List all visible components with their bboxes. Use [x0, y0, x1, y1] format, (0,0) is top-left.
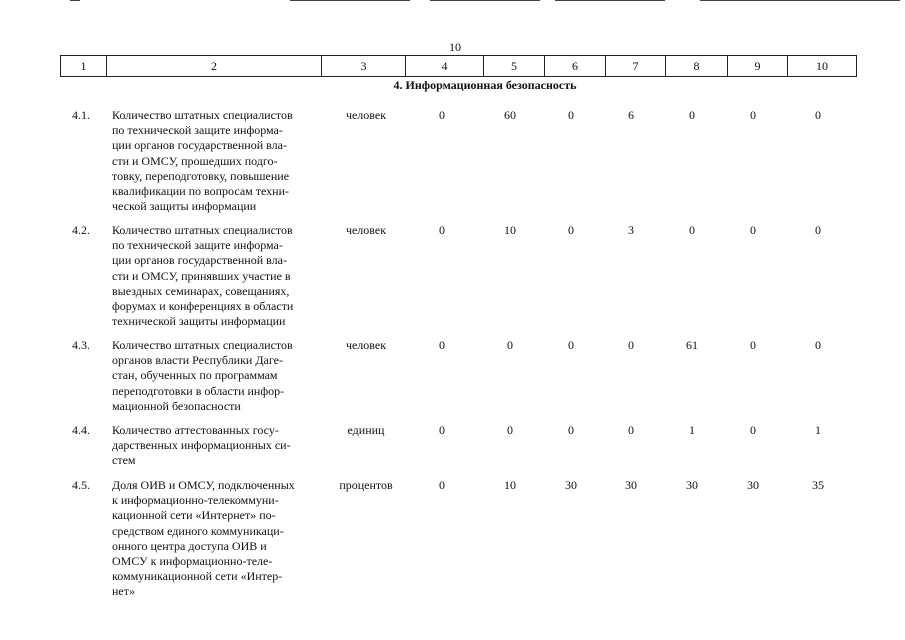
description-line: онного центра доступа ОИВ и: [112, 538, 267, 553]
page-number: 10: [449, 40, 461, 54]
value-cell: 0: [568, 423, 574, 437]
value-cell: 0: [750, 108, 756, 122]
value-cell: 0: [815, 223, 821, 237]
description-line: дарственных информационных си-: [112, 438, 291, 453]
value-cell: 10: [504, 478, 516, 492]
column-header: 9: [727, 56, 787, 76]
value-cell: 0: [568, 108, 574, 122]
description-line: ции органов государственной вла-: [112, 138, 287, 153]
column-header: 5: [483, 56, 544, 76]
description-line: выездных семинарах, совещаниях,: [112, 283, 290, 298]
value-cell: 0: [750, 223, 756, 237]
value-cell: 0: [750, 423, 756, 437]
value-cell: 3: [628, 223, 634, 237]
value-cell: 1: [689, 423, 695, 437]
description-line: по технической защите информа-: [112, 123, 283, 138]
description-line: нет»: [112, 584, 135, 599]
value-cell: 6: [628, 108, 634, 122]
description-line: переподготовки в области инфор-: [112, 383, 285, 398]
value-cell: 0: [750, 338, 756, 352]
scan-artifact: [700, 0, 900, 1]
description-line: Количество штатных специалистов: [112, 223, 293, 237]
value-cell: 0: [507, 338, 513, 352]
description-line: сти и ОМСУ, прошедших подго-: [112, 153, 278, 168]
value-cell: 1: [815, 423, 821, 437]
column-header: 10: [787, 56, 857, 76]
value-cell: 0: [568, 223, 574, 237]
column-header: 3: [321, 56, 405, 76]
value-cell: 0: [439, 478, 445, 492]
row-unit: человек: [345, 108, 387, 122]
description-line: кационной сети «Интернет» по-: [112, 508, 276, 523]
column-header: 4: [405, 56, 483, 76]
column-header: 8: [665, 56, 727, 76]
scan-artifact: [70, 0, 80, 1]
value-cell: 30: [625, 478, 637, 492]
value-cell: 61: [686, 338, 698, 352]
scan-artifact: [290, 0, 410, 1]
description-line: мационной безопасности: [112, 398, 241, 413]
row-description: [112, 423, 312, 469]
row-description: [112, 338, 312, 414]
description-line: средством единого коммуникаци-: [112, 523, 284, 538]
value-cell: 30: [747, 478, 759, 492]
row-unit: человек: [345, 338, 387, 352]
value-cell: 30: [686, 478, 698, 492]
value-cell: 0: [689, 223, 695, 237]
column-header: 2: [106, 56, 321, 76]
value-cell: 0: [439, 338, 445, 352]
description-line: стан, обученных по программам: [112, 368, 278, 383]
value-cell: 0: [439, 423, 445, 437]
value-cell: 30: [565, 478, 577, 492]
description-line: Количество аттестованных госу-: [112, 423, 279, 437]
value-cell: 0: [815, 338, 821, 352]
description-line: по технической защите информа-: [112, 238, 283, 253]
scan-artifact: [430, 0, 540, 1]
description-line: стем: [112, 453, 136, 468]
row-description: [112, 478, 312, 600]
description-line: Доля ОИВ и ОМСУ, подключенных: [112, 478, 295, 492]
value-cell: 0: [628, 423, 634, 437]
description-line: Количество штатных специалистов: [112, 338, 293, 352]
value-cell: 0: [689, 108, 695, 122]
row-description: [112, 108, 312, 214]
row-description: [112, 223, 312, 329]
row-unit: процентов: [339, 478, 393, 492]
description-line: ции органов государственной вла-: [112, 253, 287, 268]
row-number: 4.3.: [72, 338, 90, 352]
row-number: 4.1.: [72, 108, 90, 122]
row-number: 4.2.: [72, 223, 90, 237]
value-cell: 0: [628, 338, 634, 352]
value-cell: 0: [815, 108, 821, 122]
row-number: 4.5.: [72, 478, 90, 492]
column-header: 7: [605, 56, 665, 76]
description-line: технической защиты информации: [112, 314, 286, 329]
description-line: ОМСУ к информационно-теле-: [112, 554, 273, 569]
description-line: органов власти Республики Даге-: [112, 353, 283, 368]
row-unit: человек: [345, 223, 387, 237]
value-cell: 0: [568, 338, 574, 352]
description-line: коммуникационной сети «Интер-: [112, 569, 283, 584]
value-cell: 35: [812, 478, 824, 492]
column-header: 1: [60, 56, 106, 76]
section-title: 4. Информационная безопасность: [393, 78, 577, 92]
value-cell: 0: [439, 223, 445, 237]
description-line: Количество штатных специалистов: [112, 108, 293, 122]
value-cell: 10: [504, 223, 516, 237]
row-number: 4.4.: [72, 423, 90, 437]
column-header: 6: [544, 56, 605, 76]
scan-artifact: [555, 0, 665, 1]
table-header: [60, 55, 857, 77]
description-line: ческой защиты информации: [112, 199, 257, 214]
value-cell: 0: [507, 423, 513, 437]
description-line: товку, переподготовку, повышение: [112, 168, 290, 183]
value-cell: 60: [504, 108, 516, 122]
row-unit: единиц: [347, 423, 385, 437]
description-line: квалификации по вопросам техни-: [112, 184, 289, 199]
description-line: к информационно-телекоммуни-: [112, 493, 279, 508]
description-line: форумах и конференциях в области: [112, 299, 294, 314]
description-line: сти и ОМСУ, принявших участие в: [112, 268, 291, 283]
value-cell: 0: [439, 108, 445, 122]
